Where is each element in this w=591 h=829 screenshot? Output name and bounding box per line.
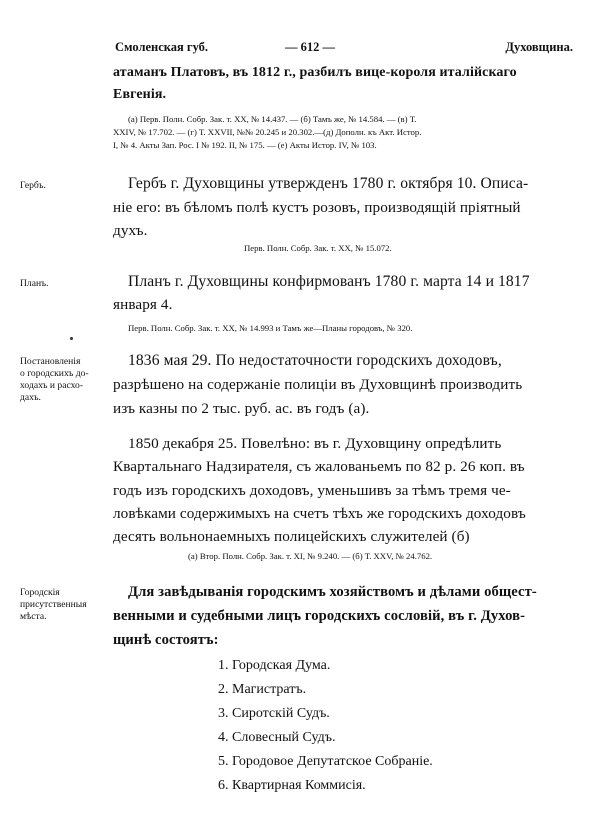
plan-line-2: января 4. xyxy=(113,296,173,313)
mesta-line-3: щинѣ состоятъ: xyxy=(113,632,219,648)
list-item: 5. Городовое Депутатское Собраніе. xyxy=(218,754,433,769)
margin-note-postanovleniya-2: о городскихъ до- xyxy=(20,368,89,379)
intro-line-2: Евгенія. xyxy=(113,87,167,102)
list-item: 4. Словесный Судъ. xyxy=(218,730,336,745)
plan-line-1: Планъ г. Духовщины конфирмованъ 1780 г. марта 14 и 1817 xyxy=(128,273,530,290)
gerb-line-1: Гербъ г. Духовщины утвержденъ 1780 г. октября 10. Описа- xyxy=(128,175,529,192)
plan-ref: Перв. Полн. Собр. Зак. т. XX, № 14.993 и Тамъ же—Планы городовъ, № 320. xyxy=(128,323,413,333)
gerb-ref: Перв. Полн. Собр. Зак. т. XX, № 15.072. xyxy=(244,243,392,253)
margin-note-postanovleniya-4: дахъ. xyxy=(20,392,41,403)
margin-note-postanovleniya-1: Постановленія xyxy=(20,356,81,367)
decree-refs: (а) Втор. Полн. Собр. Зак. т. XI, № 9.240. — (б) Т. XXV, № 24.762. xyxy=(188,551,433,561)
margin-note-mesta-3: мѣста. xyxy=(20,611,47,622)
margin-note-postanovleniya-3: ходахъ и расхо- xyxy=(20,380,84,391)
list-item: 1. Городская Дума. xyxy=(218,658,331,673)
intro-refs-3: I, № 4. Акты Зап. Рос. I № 192. II, № 175. — (е) Акты Истор. IV, № 103. xyxy=(113,140,377,150)
running-header-right: Духовщина. xyxy=(505,40,573,54)
page-number: — 612 — xyxy=(285,40,335,54)
gerb-line-2: ніе его: въ бѣломъ полѣ кустъ розовъ, производящій пріятный xyxy=(113,199,521,216)
decree-1836-line-3: изъ казны по 2 тыс. руб. ас. въ годъ (а). xyxy=(113,400,370,417)
intro-refs-2: XXIV, № 17.702. — (г) Т. XXVII, №№ 20.245 и 20.302.—(д) Дополн. къ Акт. Истор. xyxy=(113,127,422,137)
intro-refs-1: (а) Перв. Полн. Собр. Зак. т. XX, № 14.437. — (б) Тамъ же, № 14.584. — (в) Т. xyxy=(128,114,417,124)
list-item: 2. Магистратъ. xyxy=(218,682,307,697)
list-item: 3. Сиротскій Судъ. xyxy=(218,706,330,721)
margin-note-mesta-2: присутственныя xyxy=(20,599,87,610)
decree-1836-line-2: разрѣшено на содержаніе полиціи въ Духовщинѣ производить xyxy=(113,376,523,393)
decree-1850-line-5: десять вольнонаемныхъ полицейскихъ служителей (б) xyxy=(113,528,470,545)
mesta-line-2: венными и судебными лицъ городскихъ сословій, въ г. Духов- xyxy=(113,608,526,624)
decree-1850-line-4: ловѣками содержимыхъ на счетъ тѣхъ же городскихъ доходовъ xyxy=(113,505,526,522)
list-item: 6. Квартирная Коммисія. xyxy=(218,778,366,793)
decree-1850-line-2: Квартальнаго Надзирателя, съ жалованьемъ по 82 р. 26 коп. въ xyxy=(113,458,525,475)
margin-note-gerb: Гербъ. xyxy=(20,180,46,191)
ink-speck xyxy=(70,337,73,340)
margin-note-plan: Планъ. xyxy=(20,278,49,289)
decree-1850-line-1: 1850 декабря 25. Повелѣно: въ г. Духовщину опредѣлить xyxy=(128,435,502,452)
decree-1850-line-3: годъ изъ городскихъ доходовъ, уменьшивъ за тѣмъ тремя че- xyxy=(113,482,511,499)
gerb-line-3: духъ. xyxy=(113,222,148,239)
margin-note-mesta-1: Городскія xyxy=(20,587,60,598)
intro-line-1: атаманъ Платовъ, въ 1812 г., разбилъ вице-короля италійскаго xyxy=(113,65,517,80)
decree-1836-line-1: 1836 мая 29. По недостаточности городскихъ доходовъ, xyxy=(128,352,502,369)
running-header-left: Смоленская губ. xyxy=(115,40,209,54)
mesta-line-1: Для завѣдыванія городскимъ хозяйствомъ и дѣлами общест- xyxy=(128,584,537,600)
